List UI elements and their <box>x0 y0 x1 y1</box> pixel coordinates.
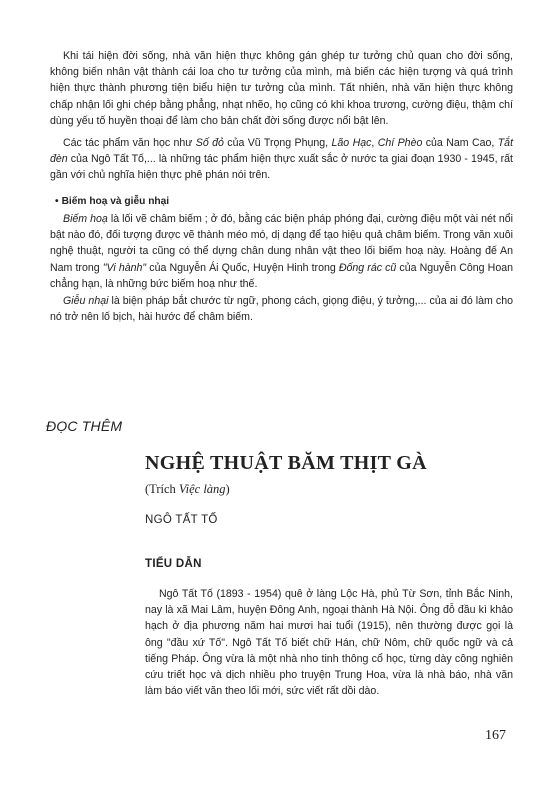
reading-subtitle <box>145 482 230 497</box>
paragraph-realist-works <box>50 135 513 184</box>
page-number: 167 <box>485 728 506 743</box>
work-title: "Vi hành" <box>102 261 147 274</box>
text-run: của Ngô Tất Tố,... là những tác phẩm hiện thực xuất sắc ở nước ta giai đoạn 1930 - 1945, rất gần với chủ nghĩa hiện thực phê phán nói trên. <box>50 153 513 182</box>
bullet-heading-label: Biếm hoạ và giễu nhại <box>61 196 170 207</box>
text-run: của Nguyễn Ái Quốc, Huyện Hinh trong <box>146 261 339 274</box>
text-run: của Nam Cao, <box>422 137 498 149</box>
term: Giễu nhại <box>63 295 109 307</box>
reading-title: NGHỆ THUẬT BĂM THỊT GÀ <box>145 452 427 474</box>
text-run: là biện pháp bắt chước từ ngữ, phong cách, giọng điệu, ý tưởng,... của ai đó làm cho nó trở nên lố bịch, hài hước để châm biếm. <box>50 295 513 324</box>
paragraph-realism: Khi tái hiện đời sống, nhà văn hiện thực không gán ghép tư tưởng chủ quan cho đời sống, không biến nhân vật thành cái loa cho tư tưởng của mình, mà biến các hiện tượng và quá trình hiện thực thành phương tiện biểu hiện tư tưởng của mình. Tất nhiên, nhà văn hiện thực không chấp nhận lối ghi chép bằng phẳng, nhạt nhẽo, họ cũng có khi khoa trương, cường điệu, thậm chí dùng yếu tố huyền thoại để làm cho bản chất đời sống được nổi bật lên. <box>50 50 513 127</box>
paragraph-caricature <box>50 211 513 292</box>
further-reading-label: ĐỌC THÊM <box>46 418 123 434</box>
work-title: Chí Phèo <box>377 137 423 149</box>
paragraph-author-intro: Ngô Tất Tố (1893 - 1954) quê ở làng Lộc Hà, phủ Từ Sơn, tỉnh Bắc Ninh, nay là xã Mai Lâm, huyện Đông Anh, ngoại thành Hà Nội. Ông đỗ đầu kì khảo hạch ở địa phương năm hai mươi hai tuổi (1915), nên thường được gọi là ông "đầu xứ Tố". Ngô Tất Tố biết chữ Hán, chữ Nôm, chữ quốc ngữ và cả tiếng Pháp. Ông vừa là một nhà nho tinh thông cổ học, từng dày công nghiên cứu triết học và dịch nhiều pho truyện Trung Hoa, vừa là nhà báo, nhà văn làm báo viết văn theo lối mới, sức viết rất dồi dào. <box>145 588 513 698</box>
text-run: , <box>371 137 378 149</box>
section-heading: TIỂU DẪN <box>145 558 202 570</box>
work-title: Số đỏ <box>195 137 224 149</box>
paragraph-parody <box>50 293 513 325</box>
work-title: Đống rác cũ <box>338 261 397 274</box>
text-run: Các tác phẩm văn học như <box>63 137 196 149</box>
subtitle-prefix: (Trích <box>145 482 179 496</box>
text-run: của Vũ Trọng Phụng, <box>223 137 332 149</box>
work-title: Lão Hạc <box>331 137 372 149</box>
text-run: là lối vẽ châm biếm ; ở đó, bằng các biện pháp phóng đại, cường điệu một vài nét nổi bật nào đó, đối tượng được vẽ thành méo mó, dị dạng để tạo hiệu quả châm biếm. Trong văn xuôi nghệ thuật, người ta cũng có thể dựng chân dung nhân vật theo lối biếm hoạ này. Hoàng đế An Nam trong <box>50 213 513 274</box>
subtitle-work: Việc làng <box>178 482 226 496</box>
text-run: của Nguyễn Công Hoan chẳng hạn, là những bức biếm hoạ như thế. <box>50 261 514 290</box>
reading-author: NGÔ TẤT TỐ <box>145 514 218 526</box>
bullet-heading <box>55 194 505 210</box>
term: Biếm hoạ <box>63 213 108 225</box>
bullet-icon: • <box>55 196 59 207</box>
subtitle-suffix: ) <box>225 482 230 496</box>
work-title: Tắt đèn <box>50 137 514 166</box>
